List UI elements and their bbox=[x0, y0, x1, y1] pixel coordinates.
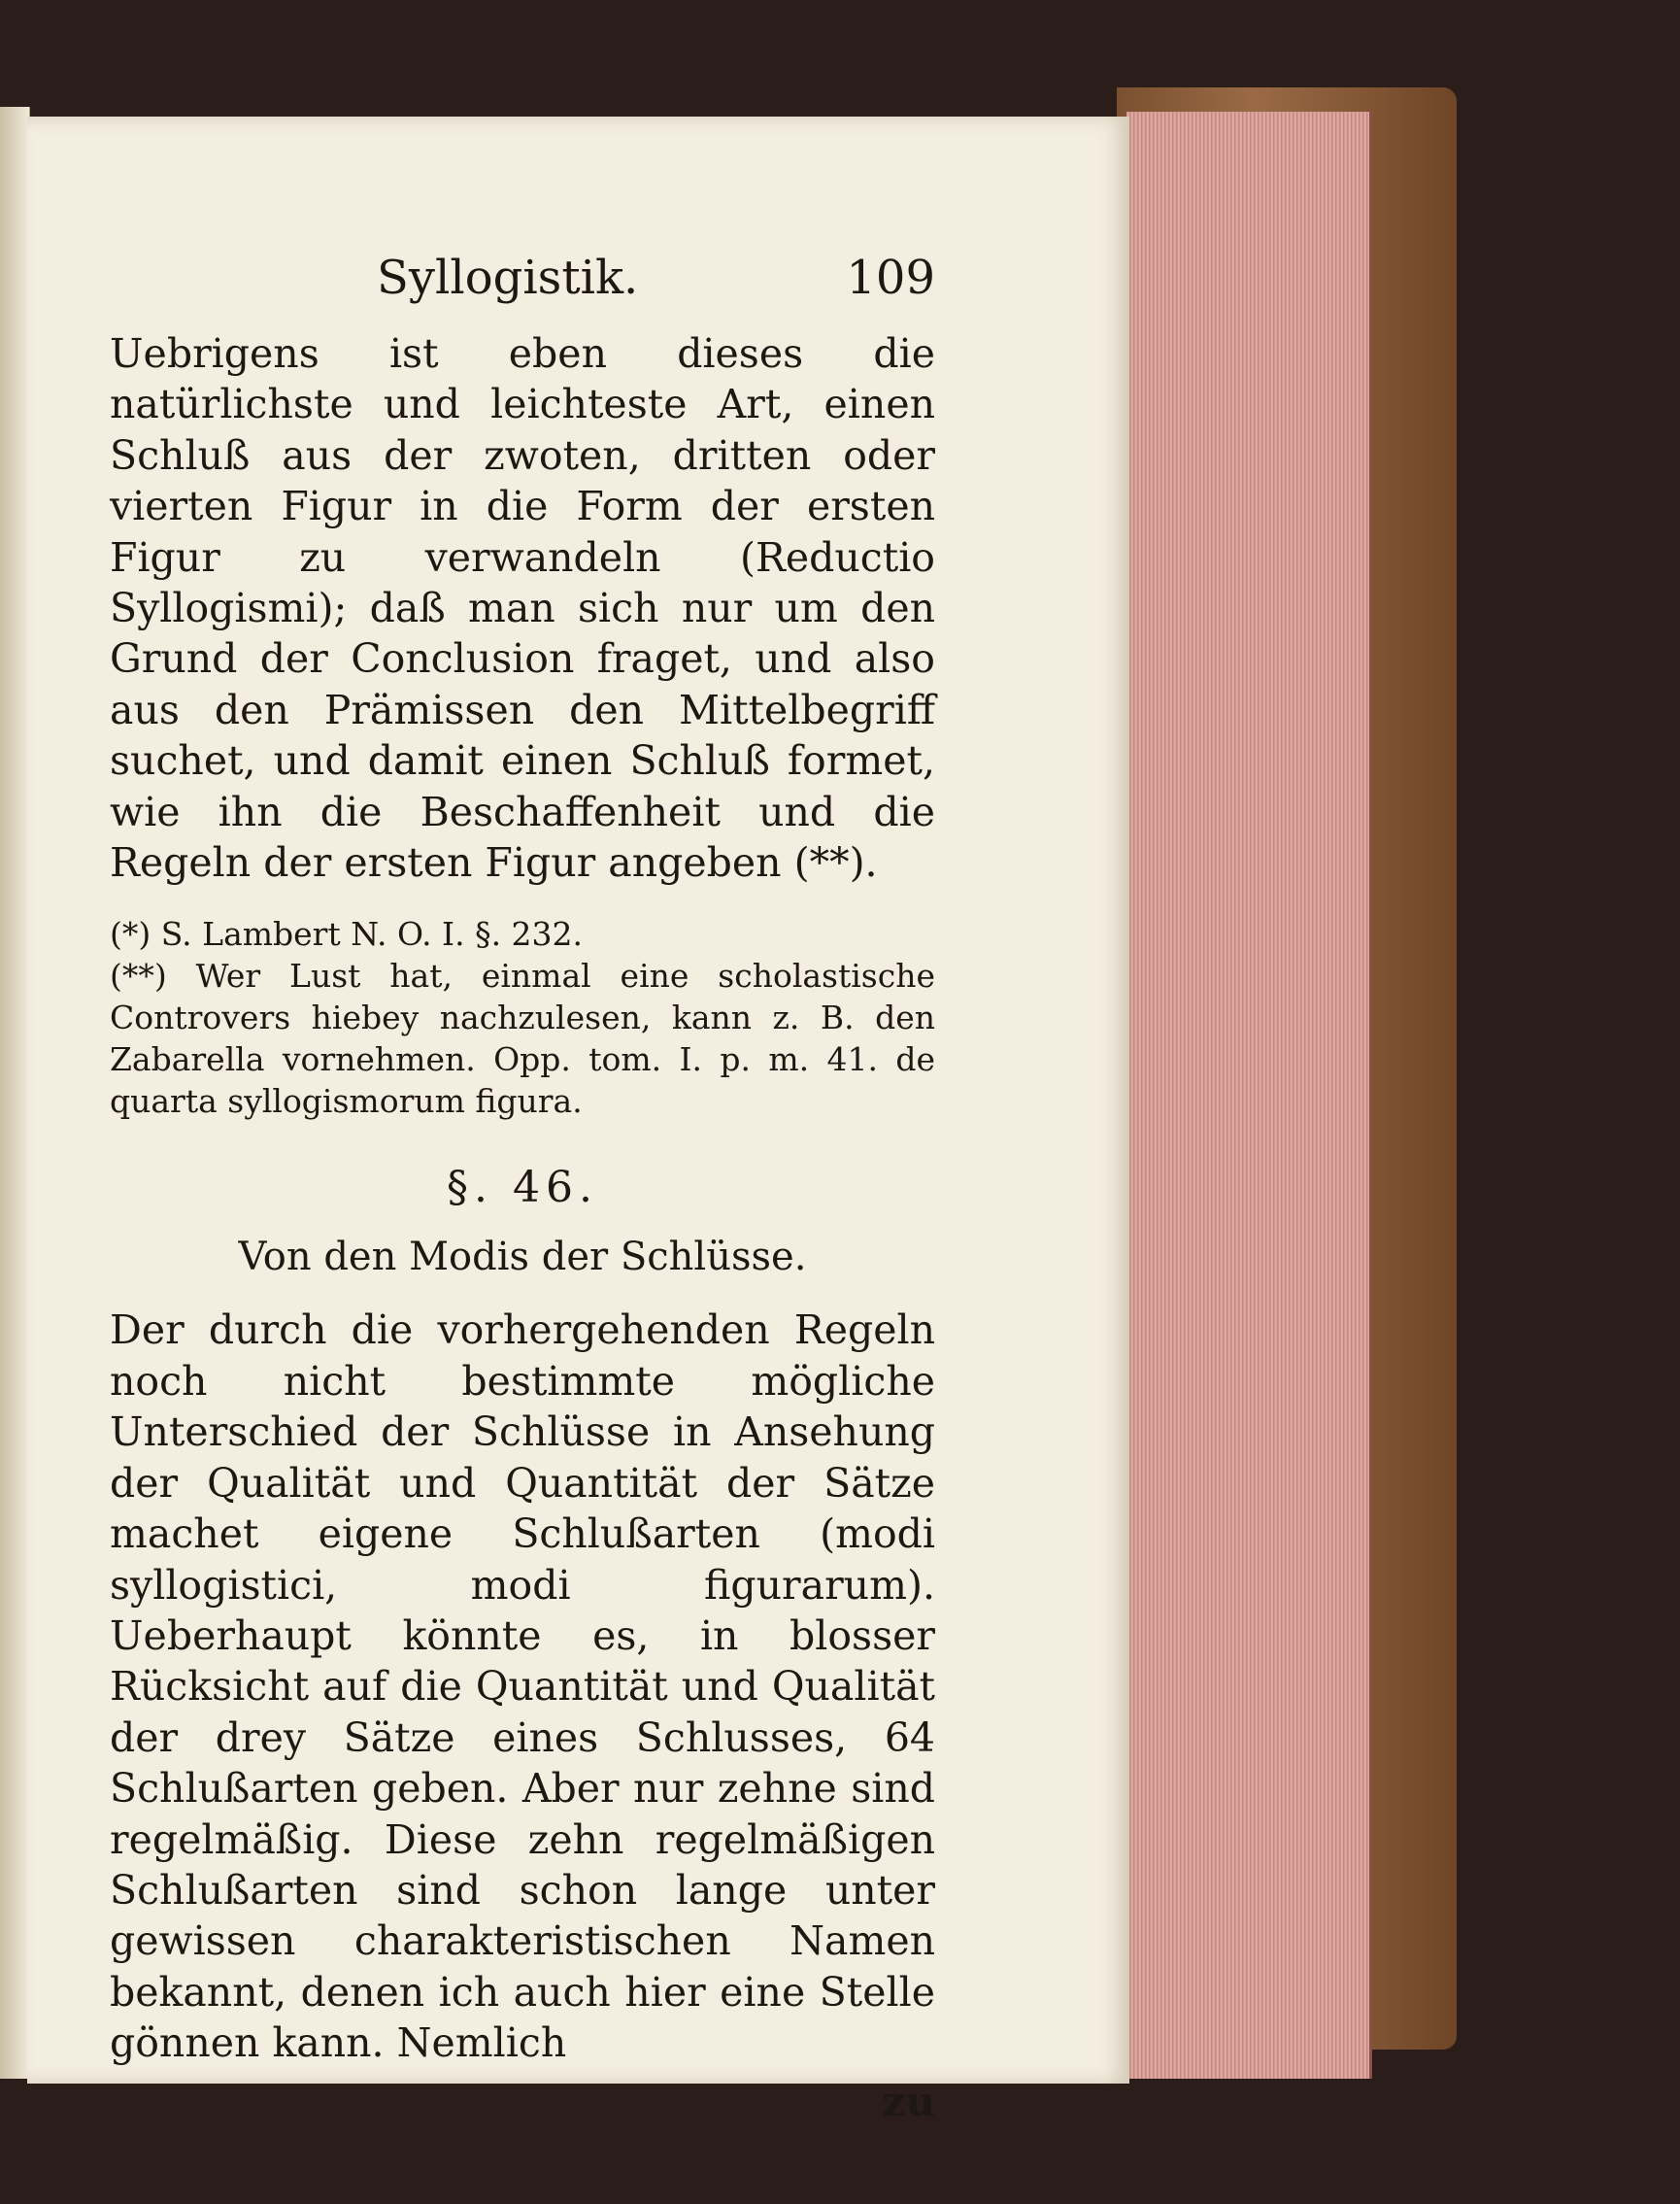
page-header bbox=[377, 241, 935, 319]
footnote-2: (**) Wer Lust hat, einmal eine scholastische Controvers hiebey nachzulesen, kann z. B. den Zabarella vornehmen. Opp. tom. I. p. m. 41. de quarta syllogismorum figura. bbox=[110, 957, 935, 1121]
page-edges bbox=[1126, 112, 1372, 2079]
text-block bbox=[110, 328, 935, 2129]
section-title: Von den Modis der Schlüsse. bbox=[238, 1235, 807, 1280]
footnotes bbox=[110, 913, 935, 1122]
running-title: Syllogistik. bbox=[377, 251, 639, 305]
paragraph-1: Uebrigens ist eben dieses die natürlichste und leichteste Art, einen Schluß aus der zwoten, dritten oder vierten Figur in die Form der ersten Figur zu verwandeln (Reductio Syllogismi); daß man sich nur um den Grund der Conclusion fraget, und also aus den Prämissen den Mittelbegriff suchet, und damit einen Schluß formet, wie ihn die Beschaffenheit und die Regeln der ersten Figur angeben (**). bbox=[110, 330, 935, 887]
footnote-1: (*) S. Lambert N. O. I. §. 232. bbox=[110, 915, 584, 954]
catchword: zu bbox=[882, 2077, 935, 2125]
paragraph-2: Der durch die vorhergehenden Regeln noch nicht bestimmte mögliche Unterschied der Schlüsse in Ansehung der Qualität und Quantität der Sätze machet eigene Schlußarten (modi syllogistici, modi figurarum). Ueberhaupt könnte es, in blosser Rücksicht auf die Quantität und Qualität der drey Sätze eines Schlusses, 64 Schlußarten geben. Aber nur zehne sind regelmäßig. Diese zehn regelmäßigen Schlußarten sind schon lange unter gewissen charakteristischen Namen bekannt, denen ich auch hier eine Stelle gönnen kann. Nemlich bbox=[110, 1306, 935, 2067]
section-number: §. 46. bbox=[447, 1163, 598, 1213]
book-page bbox=[27, 117, 1129, 2125]
page-number: 109 bbox=[846, 251, 935, 305]
left-page-edge bbox=[0, 107, 30, 2079]
